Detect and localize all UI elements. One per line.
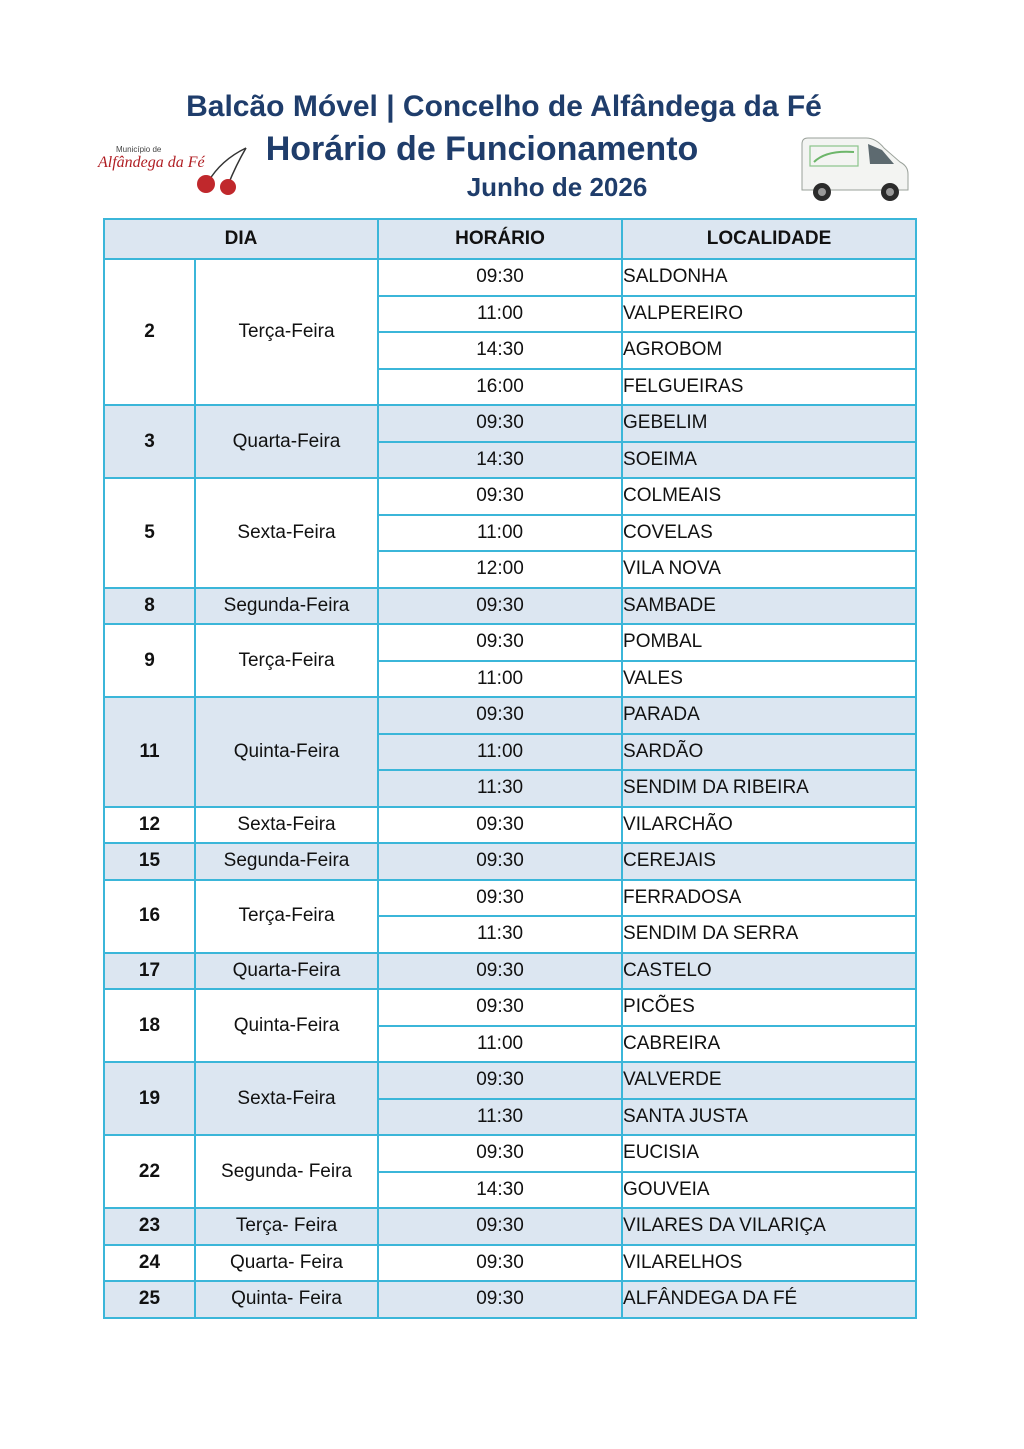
table-row [104, 588, 916, 625]
table-row [104, 1281, 916, 1318]
weekday-cell: Quinta- Feira [195, 1281, 378, 1318]
table-row [104, 843, 916, 880]
time-cell: 11:30 [378, 770, 622, 807]
page-subtitle: Horário de Funcionamento [265, 130, 699, 168]
table-row [104, 1208, 916, 1245]
weekday-cell: Segunda-Feira [195, 843, 378, 880]
weekday-cell: Quinta-Feira [195, 989, 378, 1062]
day-number-cell: 8 [104, 588, 195, 625]
column-header-horario: HORÁRIO [378, 219, 622, 259]
time-cell: 11:00 [378, 515, 622, 552]
time-cell: 11:00 [378, 734, 622, 771]
table-row [104, 989, 916, 1026]
weekday-cell: Sexta-Feira [195, 478, 378, 588]
location-cell: GEBELIM [622, 405, 916, 442]
table-row [104, 405, 916, 442]
table-header-row [104, 219, 916, 259]
day-number-cell: 11 [104, 697, 195, 807]
day-number-cell: 15 [104, 843, 195, 880]
weekday-cell: Quarta- Feira [195, 1245, 378, 1282]
page-title: Balcão Móvel | Concelho de Alfândega da Fé [186, 90, 822, 123]
table-row [104, 880, 916, 917]
weekday-cell: Terça-Feira [195, 624, 378, 697]
time-cell: 09:30 [378, 880, 622, 917]
time-cell: 14:30 [378, 442, 622, 479]
schedule-table [103, 218, 917, 1319]
logo-text-top: Município de [116, 145, 162, 154]
location-cell: COLMEAIS [622, 478, 916, 515]
time-cell: 16:00 [378, 369, 622, 406]
location-cell: POMBAL [622, 624, 916, 661]
time-cell: 12:00 [378, 551, 622, 588]
day-number-cell: 17 [104, 953, 195, 990]
location-cell: SOEIMA [622, 442, 916, 479]
time-cell: 09:30 [378, 843, 622, 880]
table-row [104, 624, 916, 661]
weekday-cell: Quinta-Feira [195, 697, 378, 807]
location-cell: COVELAS [622, 515, 916, 552]
period-label: Junho de 2026 [466, 172, 648, 202]
time-cell: 11:00 [378, 296, 622, 333]
table-row [104, 697, 916, 734]
time-cell: 11:30 [378, 916, 622, 953]
location-cell: VALVERDE [622, 1062, 916, 1099]
table-row [104, 1135, 916, 1172]
day-number-cell: 5 [104, 478, 195, 588]
weekday-cell: Quarta-Feira [195, 405, 378, 478]
time-cell: 11:30 [378, 1099, 622, 1136]
time-cell: 09:30 [378, 989, 622, 1026]
location-cell: ALFÂNDEGA DA FÉ [622, 1281, 916, 1318]
table-row [104, 1062, 916, 1099]
day-number-cell: 3 [104, 405, 195, 478]
time-cell: 09:30 [378, 624, 622, 661]
time-cell: 09:30 [378, 1208, 622, 1245]
day-number-cell: 19 [104, 1062, 195, 1135]
location-cell: EUCISIA [622, 1135, 916, 1172]
time-cell: 09:30 [378, 1135, 622, 1172]
time-cell: 11:00 [378, 1026, 622, 1063]
column-header-localidade: LOCALIDADE [622, 219, 916, 259]
location-cell: SENDIM DA RIBEIRA [622, 770, 916, 807]
location-cell: CEREJAIS [622, 843, 916, 880]
location-cell: FELGUEIRAS [622, 369, 916, 406]
location-cell: AGROBOM [622, 332, 916, 369]
day-number-cell: 24 [104, 1245, 195, 1282]
time-cell: 09:30 [378, 588, 622, 625]
time-cell: 09:30 [378, 1245, 622, 1282]
time-cell: 09:30 [378, 697, 622, 734]
table-row [104, 259, 916, 296]
time-cell: 09:30 [378, 478, 622, 515]
location-cell: PICÕES [622, 989, 916, 1026]
time-cell: 09:30 [378, 1281, 622, 1318]
location-cell: VILARES DA VILARIÇA [622, 1208, 916, 1245]
table-row [104, 1245, 916, 1282]
mobile-van-image [796, 132, 914, 204]
location-cell: VALPEREIRO [622, 296, 916, 333]
location-cell: CABREIRA [622, 1026, 916, 1063]
location-cell: PARADA [622, 697, 916, 734]
table-row [104, 807, 916, 844]
day-number-cell: 16 [104, 880, 195, 953]
location-cell: VALES [622, 661, 916, 698]
day-number-cell: 9 [104, 624, 195, 697]
weekday-cell: Quarta-Feira [195, 953, 378, 990]
time-cell: 14:30 [378, 1172, 622, 1209]
location-cell: SALDONHA [622, 259, 916, 296]
day-number-cell: 12 [104, 807, 195, 844]
schedule-body [104, 259, 916, 1318]
location-cell: VILA NOVA [622, 551, 916, 588]
time-cell: 09:30 [378, 953, 622, 990]
location-cell: GOUVEIA [622, 1172, 916, 1209]
table-row [104, 953, 916, 990]
time-cell: 09:30 [378, 807, 622, 844]
location-cell: VILARCHÃO [622, 807, 916, 844]
table-row [104, 478, 916, 515]
location-cell: SANTA JUSTA [622, 1099, 916, 1136]
location-cell: SARDÃO [622, 734, 916, 771]
location-cell: CASTELO [622, 953, 916, 990]
day-number-cell: 2 [104, 259, 195, 405]
weekday-cell: Terça- Feira [195, 1208, 378, 1245]
weekday-cell: Segunda- Feira [195, 1135, 378, 1208]
weekday-cell: Terça-Feira [195, 259, 378, 405]
time-cell: 09:30 [378, 1062, 622, 1099]
weekday-cell: Segunda-Feira [195, 588, 378, 625]
day-number-cell: 25 [104, 1281, 195, 1318]
day-number-cell: 22 [104, 1135, 195, 1208]
weekday-cell: Sexta-Feira [195, 1062, 378, 1135]
column-header-dia: DIA [104, 219, 378, 259]
day-number-cell: 18 [104, 989, 195, 1062]
location-cell: SENDIM DA SERRA [622, 916, 916, 953]
location-cell: VILARELHOS [622, 1245, 916, 1282]
municipality-logo [96, 140, 256, 196]
time-cell: 09:30 [378, 405, 622, 442]
location-cell: FERRADOSA [622, 880, 916, 917]
time-cell: 09:30 [378, 259, 622, 296]
location-cell: SAMBADE [622, 588, 916, 625]
logo-text-main: Alfândega da Fé [98, 154, 205, 171]
time-cell: 14:30 [378, 332, 622, 369]
day-number-cell: 23 [104, 1208, 195, 1245]
weekday-cell: Terça-Feira [195, 880, 378, 953]
weekday-cell: Sexta-Feira [195, 807, 378, 844]
time-cell: 11:00 [378, 661, 622, 698]
